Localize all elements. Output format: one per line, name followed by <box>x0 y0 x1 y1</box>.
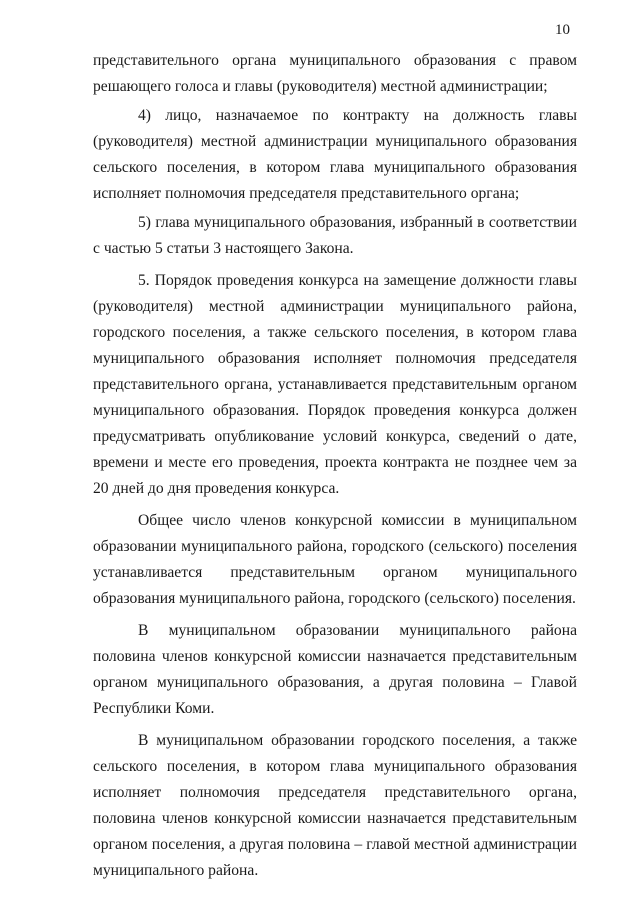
paragraph-item-5: 5) глава муниципального образования, избранный в соответствии с частью 5 статьи 3 настоящего Закона. <box>93 214 577 257</box>
paragraph-settlement-commission: В муниципальном образовании городского поселения, а также сельского поселения, в котором глава муниципального образования исполняет полномочия председателя представительного органа, половина членов конкурсной комиссии назначается представительным органом поселения, а другая половина – главой местной администрации муниципального района. <box>93 732 577 879</box>
paragraph-item-4: 4) лицо, назначаемое по контракту на должность главы (руководителя) местной администрации муниципального образования сельского поселения, в котором глава муниципального образования исполняет полномочия председателя представительного органа; <box>93 107 577 202</box>
paragraph-district-commission: В муниципальном образовании муниципального района половина членов конкурсной комиссии назначается представительным органом муниципального образования, а другая половина – Главой Республики Коми. <box>93 622 577 717</box>
paragraph-commission-size: Общее число членов конкурсной комиссии в муниципальном образовании муниципального района, городского (сельского) поселения устанавливается представительным органом муниципального образования муниципального района, городского (сельского) поселения. <box>93 512 577 607</box>
paragraph-continued: представительного органа муниципального образования с правом решающего голоса и главы (руководителя) местной администрации; <box>93 52 577 95</box>
paragraph-part-5: 5. Порядок проведения конкурса на замещение должности главы (руководителя) местной администрации муниципального района, городского поселения, а также сельского поселения, в котором глава муниципального образования исполняет полномочия председателя представительного органа, устанавливается представительным органом муниципального образования. Порядок проведения конкурса должен предусматривать опубликование условий конкурса, сведений о дате, времени и месте его проведения, проекта контракта не позднее чем за 20 дней до дня проведения конкурса. <box>93 272 577 497</box>
document-body <box>93 48 577 884</box>
page-number: 10 <box>555 22 570 38</box>
